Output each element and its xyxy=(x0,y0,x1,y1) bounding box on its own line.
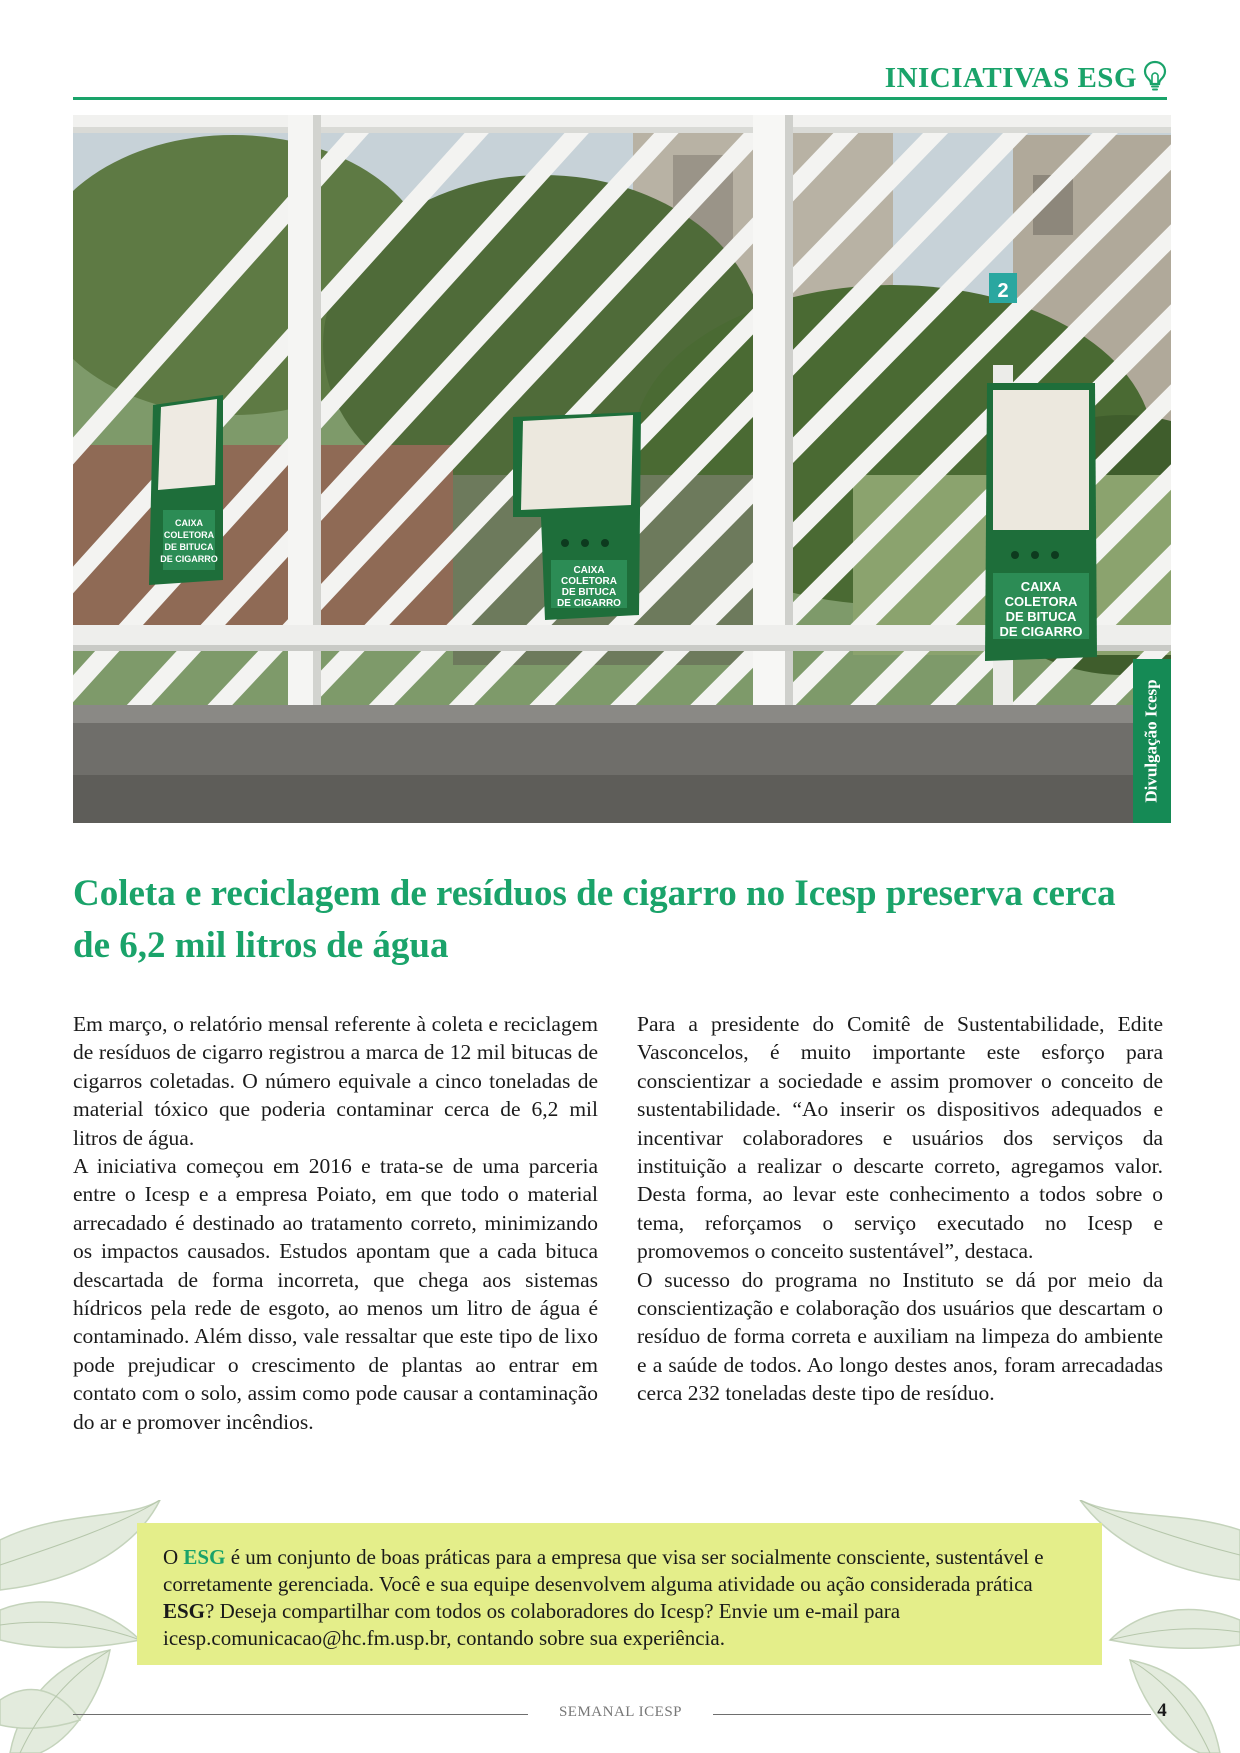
esg-highlight: ESG xyxy=(163,1599,206,1623)
collector-box xyxy=(985,383,1097,661)
info-text: é um conjunto de boas práticas para a empresa que visa ser socialmente consciente, sustentável e corretamente gerenciada. Você e sua equipe desenvolvem alguma atividade ou ação considerada prática xyxy=(163,1545,1044,1596)
headline-line-2: de 6,2 mil litros de água xyxy=(73,925,449,966)
paragraph: Em março, o relatório mensal referente à coleta e reciclagem de resíduos de cigarro registrou a marca de 12 mil bitucas de cigarros coletadas. O número equivale a cinco toneladas de material tóxico que poderia contaminar cerca de 6,2 mil litros de água. xyxy=(73,1012,598,1150)
esg-highlight: ESG xyxy=(183,1545,226,1569)
info-text: ? Deseja compartilhar com todos os colaboradores do Icesp? Envie um e-mail para icesp.comunicacao@hc.fm.usp.br, contando sobre sua experiência. xyxy=(163,1599,901,1650)
paragraph: A iniciativa começou em 2016 e trata-se de uma parceria entre o Icesp e a empresa Poiato, em que todo o material arrecadado é destinado ao tratamento correto, minimizando os impactos causados. Estudos apontam que a cada bituca descartada de forma incorreta, que chega aos sistemas hídricos pela rede de esgoto, ao menos um litro de água é contaminado. Além disso, vale ressaltar que este tipo de lixo pode prejudicar o crescimento de plantas ao entrar em contato com o solo, assim como pode causar a contaminação do ar e promover incêndios. xyxy=(73,1154,598,1434)
section-title: INICIATIVAS ESG xyxy=(884,61,1137,94)
photo-credit-text: Divulgação Icesp xyxy=(1142,679,1161,803)
svg-text:COLETORA: COLETORA xyxy=(163,530,215,540)
esg-info-box xyxy=(137,1523,1102,1665)
article-left-column xyxy=(73,1010,598,1436)
parking-sign-number: 2 xyxy=(997,280,1009,302)
svg-text:DE BITUCA: DE BITUCA xyxy=(561,587,617,598)
photo-credit xyxy=(1133,659,1171,823)
footer-rule-right xyxy=(713,1714,1151,1715)
svg-text:COLETORA: COLETORA xyxy=(1004,594,1078,609)
article-photo xyxy=(73,115,1171,823)
svg-text:DE BITUCA: DE BITUCA xyxy=(1005,609,1077,624)
header-rule xyxy=(73,97,1167,100)
lightbulb-icon xyxy=(1143,60,1167,97)
svg-text:DE CIGARRO: DE CIGARRO xyxy=(557,598,621,609)
info-text: O xyxy=(163,1545,184,1569)
svg-text:CAIXA: CAIXA xyxy=(174,518,204,528)
footer-publication: SEMANAL ICESP xyxy=(558,1704,683,1720)
paragraph: O sucesso do programa no Instituto se dá por meio da conscientização e colaboração dos usuários que descartam o resíduo de forma correta e auxiliam na limpeza do ambiente e a saúde de todos. Ao longo destes anos, foram arrecadadas cerca 232 toneladas deste tipo de resíduo. xyxy=(637,1267,1163,1406)
collector-box xyxy=(149,395,223,585)
svg-text:COLETORA: COLETORA xyxy=(561,576,617,587)
svg-text:DE BITUCA: DE BITUCA xyxy=(164,542,214,552)
svg-text:CAIXA: CAIXA xyxy=(573,565,605,576)
headline-line-1: Coleta e reciclagem de resíduos de cigarro no Icesp preserva cerca xyxy=(73,873,1116,914)
section-header xyxy=(885,58,1167,98)
svg-text:CAIXA: CAIXA xyxy=(1020,579,1062,594)
footer-rule-left xyxy=(73,1714,528,1715)
paragraph: Para a presidente do Comitê de Sustentabilidade, Edite Vasconcelos, é muito importante este esforço para conscientizar a sociedade e assim promover o conceito de sustentabilidade. “Ao inserir os dispositivos adequados e incentivar colaboradores e usuários dos serviços da instituição a realizar o descarte correto, agregamos valor. Desta forma, ao levar este conhecimento a todos sobre o tema, reforçamos o serviço executado no Icesp e promovemos o conceito sustentável”, destaca. xyxy=(637,1012,1163,1264)
svg-text:DE CIGARRO: DE CIGARRO xyxy=(160,554,218,564)
page-number: 4 xyxy=(1157,1700,1167,1721)
svg-text:DE CIGARRO: DE CIGARRO xyxy=(999,624,1083,639)
article-right-column xyxy=(637,1010,1163,1408)
article-headline xyxy=(73,868,1173,972)
